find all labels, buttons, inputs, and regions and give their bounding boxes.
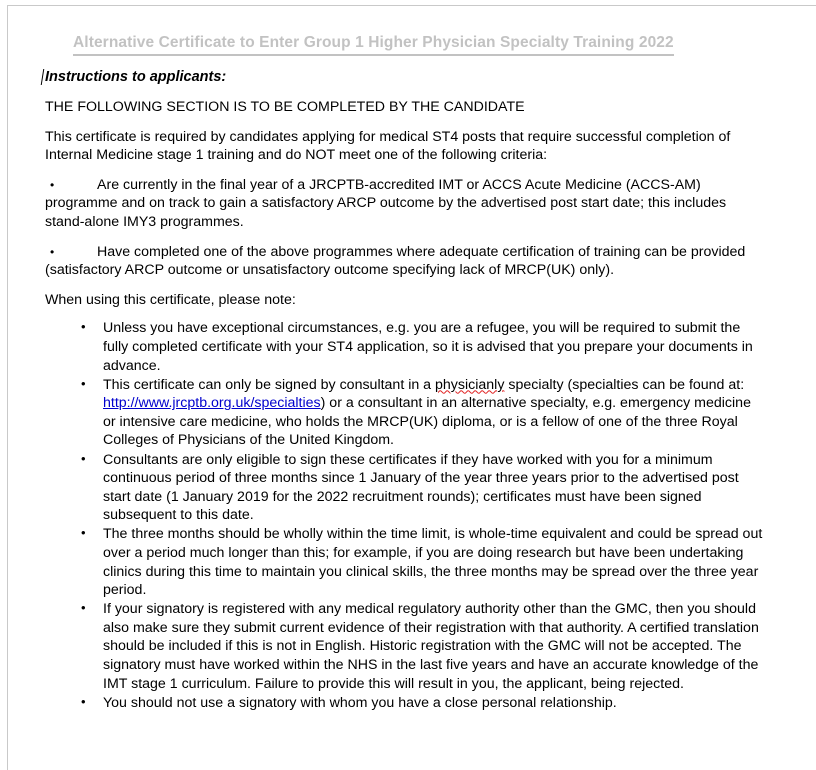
note-item: • Consultants are only eligible to sign these certificates if they have worked with you for a minimum continuous period of three months since 1 January of the year three years prior to the advertised post start date (1 January 2019 for the 2022 recruitment rounds); certificates must have been signed subsequent to this date. bbox=[45, 451, 767, 525]
notes-lead-in: When using this certificate, please note: bbox=[45, 291, 296, 308]
criteria-item-text: Have completed one of the above programmes where adequate certification of training can be provided (satisfactory ARCP outcome or unsatisfactory outcome specifying lack of MRCP(UK) only). bbox=[45, 243, 746, 279]
note-item: • Unless you have exceptional circumstances, e.g. you are a refugee, you will be required to submit the fully completed certificate with your ST4 application, so it is advised that you prepare your documents in advance. bbox=[45, 319, 767, 375]
document-page bbox=[7, 5, 816, 770]
criteria-item bbox=[45, 243, 767, 280]
criteria-bullet-icon: • bbox=[50, 177, 55, 192]
specialties-hyperlink[interactable]: http://www.jrcptb.org.uk/specialties bbox=[103, 395, 321, 412]
criteria-list bbox=[45, 176, 767, 280]
title-container bbox=[45, 33, 767, 56]
criteria-item-text: Are currently in the final year of a JRCPTB-accredited IMT or ACCS Acute Medicine (ACCS-AM) programme and on track to gain a satisfactory ARCP outcome by the advertised post start date; this includes stand-alone IMY3 programmes. bbox=[45, 176, 727, 230]
intro-paragraph: This certificate is required by candidates applying for medical ST4 posts that require successful completion of Internal Medicine stage 1 training and do NOT meet one of the following criteria: bbox=[45, 128, 731, 164]
instructions-heading-label: Instructions to applicants: bbox=[45, 69, 227, 85]
notes-list bbox=[45, 319, 767, 712]
instructions-heading bbox=[45, 68, 767, 87]
criteria-item bbox=[45, 176, 767, 232]
note-item: • This certificate can only be signed by consultant in a physicianly specialty (specialties can be found at: http://www.jrcptb.org.uk/specialties) or a consultant in an alternative specialty, e.g. emergency medicine or intensive care medicine, who holds the MRCP(UK) diploma, or is a fellow of one of the three Royal Colleges of Physicians of the United Kingdom. bbox=[45, 376, 767, 450]
note-item: • If your signatory is registered with any medical regulatory authority other than the GMC, then you should also make sure they submit current evidence of their registration with that authority. A certified translation should be included if this is not in English. Historic registration with the GMC will not be accepted. The signatory must have worked within the NHS in the last five years and have an accurate knowledge of the IMT stage 1 curriculum. Failure to provide this will result in you, the applicant, being rejected. bbox=[45, 600, 767, 693]
spellcheck-flagged-word[interactable]: physicianly bbox=[435, 376, 505, 393]
document-body bbox=[45, 33, 767, 713]
criteria-bullet-icon: • bbox=[50, 244, 55, 259]
note-item: • The three months should be wholly within the time limit, is whole-time equivalent and could be spread out over a period much longer than this; for example, if you are doing research but have been undertaking clinics during this time to maintain you clinical skills, the three months may be spread over the three year period. bbox=[45, 525, 767, 599]
page-title: Alternative Certificate to Enter Group 1 Higher Physician Specialty Training 2022 bbox=[73, 33, 674, 56]
candidate-notice: THE FOLLOWING SECTION IS TO BE COMPLETED BY THE CANDIDATE bbox=[45, 99, 525, 115]
text-caret bbox=[41, 69, 45, 85]
note-item: • You should not use a signatory with whom you have a close personal relationship. bbox=[45, 694, 767, 713]
